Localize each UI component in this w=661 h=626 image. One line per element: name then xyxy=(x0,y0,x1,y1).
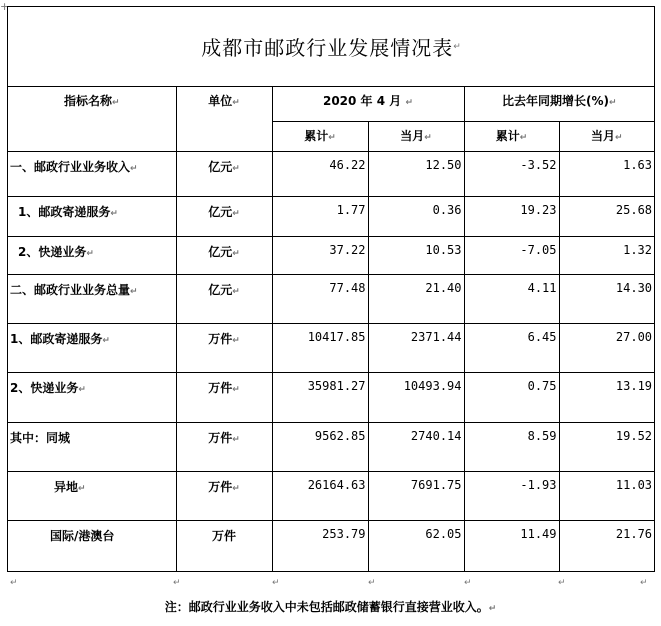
row-unit: 万件↵ xyxy=(176,422,272,471)
row-indicator-name: 二、邮政行业业务总量↵ xyxy=(8,274,176,323)
header-cumulative: 累计↵ xyxy=(272,121,368,151)
return-mark: ↵ xyxy=(464,578,472,588)
return-mark: ↵ xyxy=(640,578,648,588)
row-growth-current-month: 19.52 xyxy=(559,422,654,471)
table-row xyxy=(8,471,654,520)
row-unit: 万件↵ xyxy=(176,471,272,520)
row-growth-cumulative: 6.45 xyxy=(464,323,559,372)
table-row xyxy=(8,372,654,422)
row-growth-current-month: 1.32 xyxy=(559,236,654,274)
row-unit: 亿元↵ xyxy=(176,196,272,236)
row-cumulative: 77.48 xyxy=(272,274,368,323)
row-cumulative: 46.22 xyxy=(272,151,368,196)
header-indicator-name: 指标名称↵ xyxy=(8,87,176,151)
row-cumulative: 26164.63 xyxy=(272,471,368,520)
row-growth-current-month: 25.68 xyxy=(559,196,654,236)
row-growth-cumulative: 4.11 xyxy=(464,274,559,323)
row-indicator-name: 1、邮政寄递服务↵ xyxy=(8,196,176,236)
stats-table xyxy=(8,87,654,572)
row-indicator-name: 2、快递业务↵ xyxy=(8,372,176,422)
header-growth-current-month: 当月↵ xyxy=(559,121,654,151)
row-unit: 万件 xyxy=(176,520,272,572)
row-indicator-name: 国际/港澳台 xyxy=(8,520,176,572)
paragraph-marks-row xyxy=(10,578,650,592)
row-unit: 万件↵ xyxy=(176,372,272,422)
row-indicator-name: 异地↵ xyxy=(8,471,176,520)
return-mark: ↵ xyxy=(453,41,461,52)
row-growth-cumulative: -7.05 xyxy=(464,236,559,274)
row-growth-current-month: 27.00 xyxy=(559,323,654,372)
row-current-month: 10493.94 xyxy=(368,372,464,422)
return-mark: ↵ xyxy=(558,578,566,588)
row-growth-current-month: 21.76 xyxy=(559,520,654,572)
corner-mark-top-left: + xyxy=(0,0,10,13)
table-row xyxy=(8,422,654,471)
table-row xyxy=(8,274,654,323)
header-growth-cumulative: 累计↵ xyxy=(464,121,559,151)
row-growth-cumulative: 11.49 xyxy=(464,520,559,572)
header-unit: 单位↵ xyxy=(176,87,272,151)
row-cumulative: 37.22 xyxy=(272,236,368,274)
row-current-month: 62.05 xyxy=(368,520,464,572)
header-period: 2020 年 4 月 ↵ xyxy=(272,87,464,121)
row-growth-current-month: 1.63 xyxy=(559,151,654,196)
return-mark: ↵ xyxy=(272,578,280,588)
row-growth-current-month: 11.03 xyxy=(559,471,654,520)
row-growth-cumulative: 0.75 xyxy=(464,372,559,422)
row-unit: 亿元↵ xyxy=(176,274,272,323)
row-cumulative: 253.79 xyxy=(272,520,368,572)
footnote: 注：邮政行业业务收入中未包括邮政储蓄银行直接营业收入。↵ xyxy=(164,600,497,614)
return-mark: ↵ xyxy=(368,578,376,588)
header-growth: 比去年同期增长(%)↵ xyxy=(464,87,654,121)
return-mark: ↵ xyxy=(173,578,181,588)
row-growth-cumulative: -3.52 xyxy=(464,151,559,196)
row-growth-current-month: 14.30 xyxy=(559,274,654,323)
row-current-month: 0.36 xyxy=(368,196,464,236)
table-row xyxy=(8,323,654,372)
row-growth-cumulative: 8.59 xyxy=(464,422,559,471)
row-current-month: 12.50 xyxy=(368,151,464,196)
row-indicator-name: 1、邮政寄递服务↵ xyxy=(8,323,176,372)
table-row xyxy=(8,196,654,236)
table-title: 成都市邮政行业发展情况表 xyxy=(201,36,454,60)
header-row-1 xyxy=(8,87,654,121)
row-unit: 亿元↵ xyxy=(176,236,272,274)
table-row xyxy=(8,236,654,274)
row-cumulative: 1.77 xyxy=(272,196,368,236)
row-growth-cumulative: 19.23 xyxy=(464,196,559,236)
row-growth-current-month: 13.19 xyxy=(559,372,654,422)
row-current-month: 2740.14 xyxy=(368,422,464,471)
stats-table-frame xyxy=(7,6,655,572)
row-current-month: 7691.75 xyxy=(368,471,464,520)
row-current-month: 10.53 xyxy=(368,236,464,274)
row-indicator-name: 其中：同城 xyxy=(8,422,176,471)
row-cumulative: 10417.85 xyxy=(272,323,368,372)
row-indicator-name: 2、快递业务↵ xyxy=(8,236,176,274)
row-current-month: 2371.44 xyxy=(368,323,464,372)
row-indicator-name: 一、邮政行业业务收入↵ xyxy=(8,151,176,196)
row-unit: 亿元↵ xyxy=(176,151,272,196)
row-unit: 万件↵ xyxy=(176,323,272,372)
header-current-month: 当月↵ xyxy=(368,121,464,151)
row-current-month: 21.40 xyxy=(368,274,464,323)
table-row xyxy=(8,520,654,572)
table-row xyxy=(8,151,654,196)
row-cumulative: 9562.85 xyxy=(272,422,368,471)
title-row xyxy=(8,7,654,87)
row-cumulative: 35981.27 xyxy=(272,372,368,422)
return-mark: ↵ xyxy=(10,578,18,588)
row-growth-cumulative: -1.93 xyxy=(464,471,559,520)
